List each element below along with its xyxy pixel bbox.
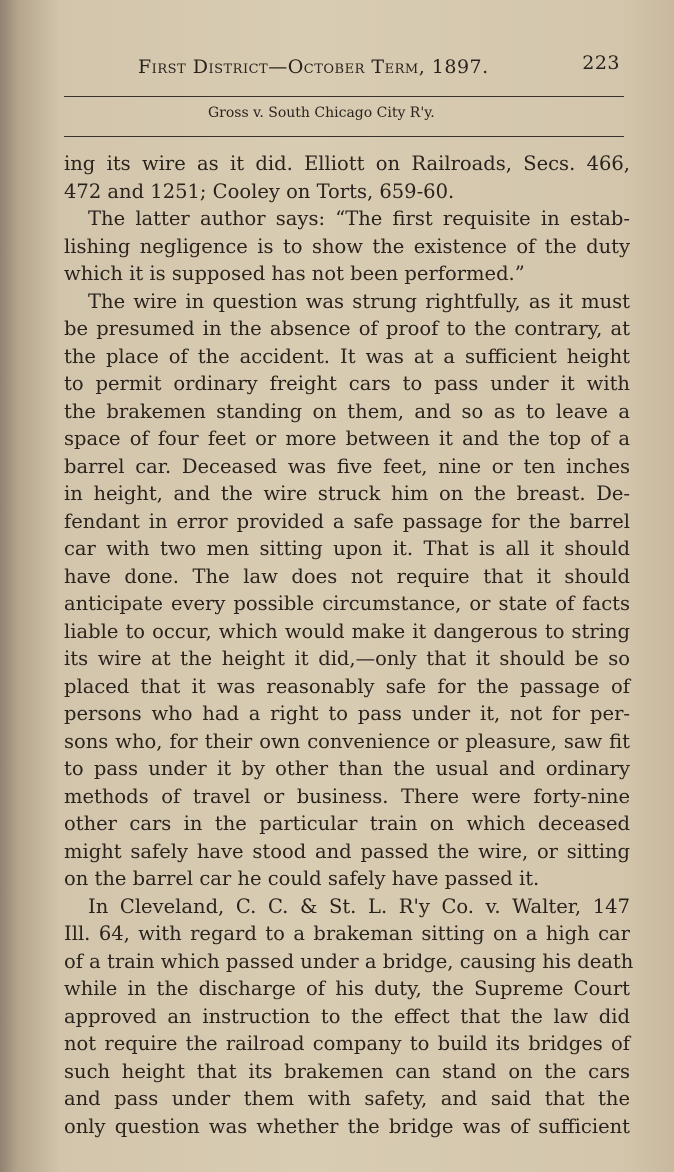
text-line: The latter author says: “The first requisite in estab- bbox=[88, 207, 630, 230]
text-line: lishing negligence is to show the existence of the duty bbox=[64, 234, 630, 258]
text-line: to permit ordinary freight cars to pass under it with bbox=[64, 372, 630, 395]
text-line: Ill. 64, with regard to a brakeman sitting on a high car bbox=[64, 922, 630, 945]
text-line: of a train which passed under a bridge, causing his death bbox=[64, 949, 634, 973]
page-number: 223 bbox=[582, 52, 620, 74]
text-line: might safely have stood and passed the wire, or sitting bbox=[64, 839, 630, 863]
running-header bbox=[138, 52, 628, 84]
text-line: car with two men sitting upon it. That is all it should bbox=[64, 537, 630, 560]
running-title: First District—October Term, 1897. bbox=[138, 56, 489, 78]
text-line: 472 and 1251; Cooley on Torts, 659-60. bbox=[64, 179, 455, 203]
text-line: space of four feet or more between it and the top of a bbox=[64, 427, 630, 450]
text-line: liable to occur, which would make it dangerous to string bbox=[64, 619, 630, 643]
text-line: not require the railroad company to build its bridges of bbox=[64, 1032, 630, 1055]
text-line: to pass under it by other than the usual and ordinary bbox=[64, 757, 630, 780]
text-line: other cars in the particular train on which deceased bbox=[64, 812, 630, 835]
text-line: the place of the accident. It was at a sufficient height bbox=[64, 344, 630, 368]
text-line: sons who, for their own convenience or pleasure, saw fit bbox=[64, 729, 630, 753]
text-line: and pass under them with safety, and said that the bbox=[64, 1087, 630, 1110]
text-line: which it is supposed has not been performed.” bbox=[64, 262, 525, 285]
text-line: The wire in question was strung rightfully, as it must bbox=[88, 289, 630, 313]
text-line: placed that it was reasonably safe for the passage of bbox=[64, 674, 630, 698]
text-line: fendant in error provided a safe passage for the barrel bbox=[64, 509, 630, 533]
text-line: ing its wire as it did. Elliott on Railroads, Secs. 466, bbox=[64, 152, 630, 175]
case-title: Gross v. South Chicago City R'y. bbox=[208, 105, 435, 121]
text-line: have done. The law does not require that it should bbox=[64, 564, 630, 588]
text-line: in height, and the wire struck him on the breast. De- bbox=[64, 482, 630, 505]
text-line: In Cleveland, C. C. & St. L. R'y Co. v. Walter, 147 bbox=[88, 894, 630, 918]
text-line: while in the discharge of his duty, the Supreme Court bbox=[64, 977, 630, 1000]
text-line: such height that its brakemen can stand on the cars bbox=[64, 1059, 630, 1083]
text-line: its wire at the height it did,—only that it should be so bbox=[64, 647, 630, 670]
text-line: barrel car. Deceased was five feet, nine or ten inches bbox=[64, 454, 630, 478]
text-line: methods of travel or business. There were forty-nine bbox=[64, 784, 630, 808]
text-line: the brakemen standing on them, and so as to leave a bbox=[64, 399, 630, 423]
case-title-rule bbox=[64, 136, 624, 137]
body-text bbox=[64, 150, 634, 1140]
text-line: only question was whether the bridge was of sufficient bbox=[64, 1114, 630, 1138]
text-line: anticipate every possible circumstance, or state of facts bbox=[64, 592, 630, 615]
text-line: on the barrel car he could safely have passed it. bbox=[64, 867, 540, 890]
text-line: be presumed in the absence of proof to the contrary, at bbox=[64, 317, 630, 340]
text-line: approved an instruction to the effect that the law did bbox=[64, 1004, 630, 1028]
text-line: persons who had a right to pass under it, not for per- bbox=[64, 702, 630, 725]
header-rule bbox=[64, 96, 624, 97]
